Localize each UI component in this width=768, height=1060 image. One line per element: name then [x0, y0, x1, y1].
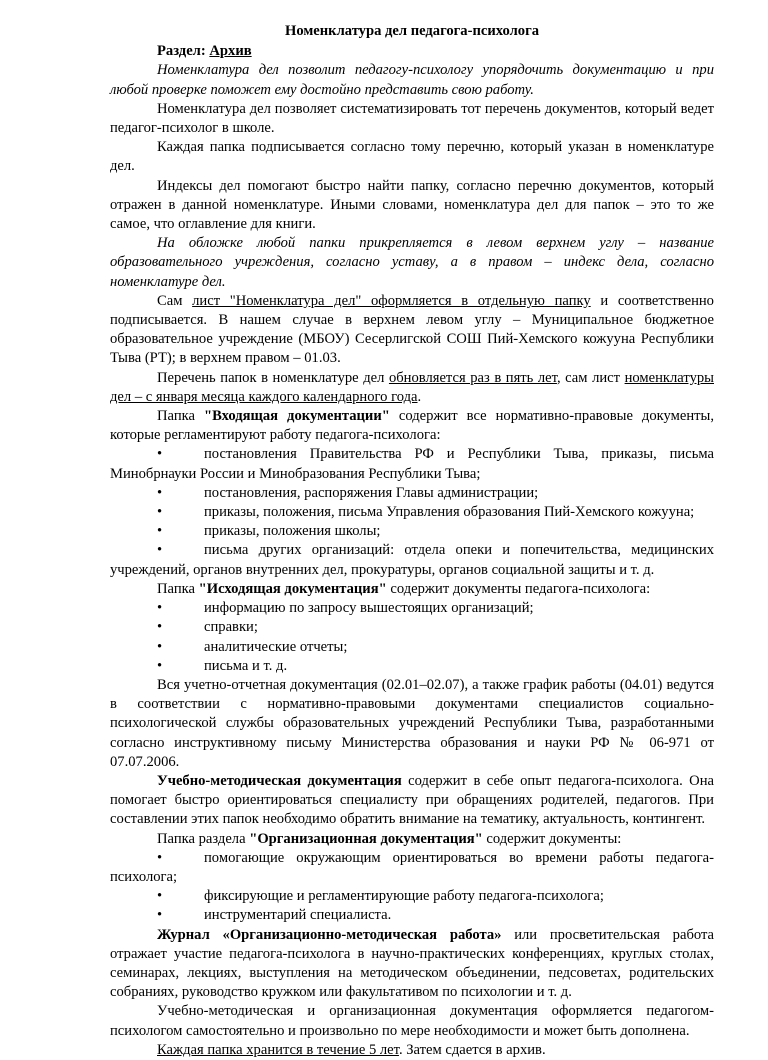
- paragraph-sheet: Сам лист "Номенклатура дел" оформляется в отдельную папку и соответственно подписывается. В нашем случае в верхнем левом углу – Муниципальное бюджетное образовательное учреждение (МБОУ) Сесерлигской СОШ Пий-Хемского кожууна Республики Тыва (РТ); в верхнем правом – 01.03.: [110, 292, 714, 367]
- list-item: • аналитические отчеты;: [110, 638, 714, 657]
- paragraph-outgoing: Папка "Исходящая документация" содержит документы педагога-психолога:: [157, 580, 651, 597]
- bullet-icon: •: [157, 446, 163, 463]
- bullet-icon: •: [157, 657, 163, 674]
- bullet-icon: •: [157, 849, 163, 866]
- paragraph-journal: Журнал «Организационно-методическая работа» или просветительская работа отражает участие педагога-психолога в научно-практических конференциях, круглых столах, семинарах, лекциях, выступления на методическом объединении, педсоветах, родительских собраниях, руководство кружком или факультативом по психологии и т. д.: [110, 926, 715, 1001]
- list-item: • помогающие окружающим ориентироваться во времени работы педагога-психолога;: [110, 849, 714, 885]
- section-name: Архив: [209, 43, 252, 60]
- list-item: • приказы, положения школы;: [110, 522, 714, 541]
- paragraph-organizational: Папка раздела "Организационная документация" содержит документы:: [157, 830, 622, 847]
- paragraph-purpose: Номенклатура дел позволяет систематизировать тот перечень документов, который ведет педагог-психолог в школе.: [110, 100, 714, 137]
- document-page: [110, 22, 714, 1060]
- list-item: • постановления Правительства РФ и Республики Тыва, приказы, письма Минобрнауки России и Минобразования Республики Тыва;: [110, 446, 714, 482]
- bullet-icon: •: [157, 638, 163, 655]
- list-item: • информацию по запросу вышестоящих организаций;: [110, 599, 714, 618]
- bullet-icon: •: [157, 523, 163, 540]
- list-item: • постановления, распоряжения Главы администрации;: [110, 484, 714, 503]
- paragraph-storage: Каждая папка хранится в течение 5 лет. Затем сдается в архив.: [157, 1041, 546, 1058]
- bullet-icon: •: [157, 504, 163, 521]
- paragraph-methodical: Учебно-методическая документация содержит в себе опыт педагога-психолога. Она помогает быстро ориентироваться специалисту при обращениях родителей, педагогов. При составлении этих папок необходимо обратить внимание на тематику, актуальность, контингент.: [110, 772, 715, 828]
- paragraph-folder-labels: Каждая папка подписывается согласно тому перечню, который указан в номенклатуре дел.: [110, 139, 714, 175]
- bullet-icon: •: [157, 600, 163, 617]
- paragraph-indexes: Индексы дел помогают быстро найти папку, согласно перечню документов, который отражен в данной номенклатуре. Иными словами, номенклатура дел для папок – это то же самое, что оглавление для книги.: [110, 177, 714, 233]
- list-item: • письма других организаций: отдела опеки и попечительства, медицинских учреждений, органов внутренних дел, прокуратуры, органов социальной защиты и т. д.: [110, 542, 714, 578]
- paragraph-incoming: Папка "Входящая документации" содержит все нормативно-правовые документы, которые регламентируют работу педагога-психолога:: [110, 408, 714, 444]
- document-title: Номенклатура дел педагога-психолога: [284, 23, 539, 39]
- list-item: • приказы, положения, письма Управления образования Пий-Хемского кожууна;: [110, 503, 714, 522]
- bullet-icon: •: [157, 542, 163, 559]
- list-item: • фиксирующие и регламентирующие работу педагога-психолога;: [110, 887, 714, 906]
- list-item: • письма и т. д.: [110, 657, 714, 676]
- section-heading: Раздел: Архив: [157, 43, 252, 60]
- bullet-icon: •: [157, 484, 163, 501]
- list-item: • инструментарий специалиста.: [110, 906, 714, 925]
- paragraph-cover: На обложке любой папки прикрепляется в левом верхнем углу – название образовательного учреждения, согласно уставу, а в правом – индекс дела, согласно номенклатуре дел.: [110, 235, 714, 290]
- paragraph-update: Перечень папок в номенклатуре дел обновляется раз в пять лет, сам лист номенклатуры дел – с января месяца каждого календарного года.: [110, 369, 714, 405]
- paragraph-reporting: Вся учетно-отчетная документация (02.01–02.07), а также график работы (04.01) ведутся в соответствии с нормативно-правовыми документами специалистов социально-психологической службы образовательных учреждений Республики Тыва, разработанными согласно инструктивному письму Министерства образования и науки РФ № 06-971 от 07.07.2006.: [110, 676, 714, 770]
- bullet-icon: •: [157, 619, 163, 636]
- list-item: • справки;: [110, 618, 714, 637]
- paragraph-optional: Учебно-методическая и организационная документация оформляется педагогом-психологом самостоятельно и произвольно по мере необходимости и может быть дополнена.: [110, 1003, 714, 1039]
- bullet-icon: •: [157, 907, 163, 924]
- intro-paragraph: Номенклатура дел позволит педагогу-психологу упорядочить документацию и при любой проверке поможет ему достойно представить свою работу.: [110, 62, 714, 98]
- bullet-icon: •: [157, 888, 163, 905]
